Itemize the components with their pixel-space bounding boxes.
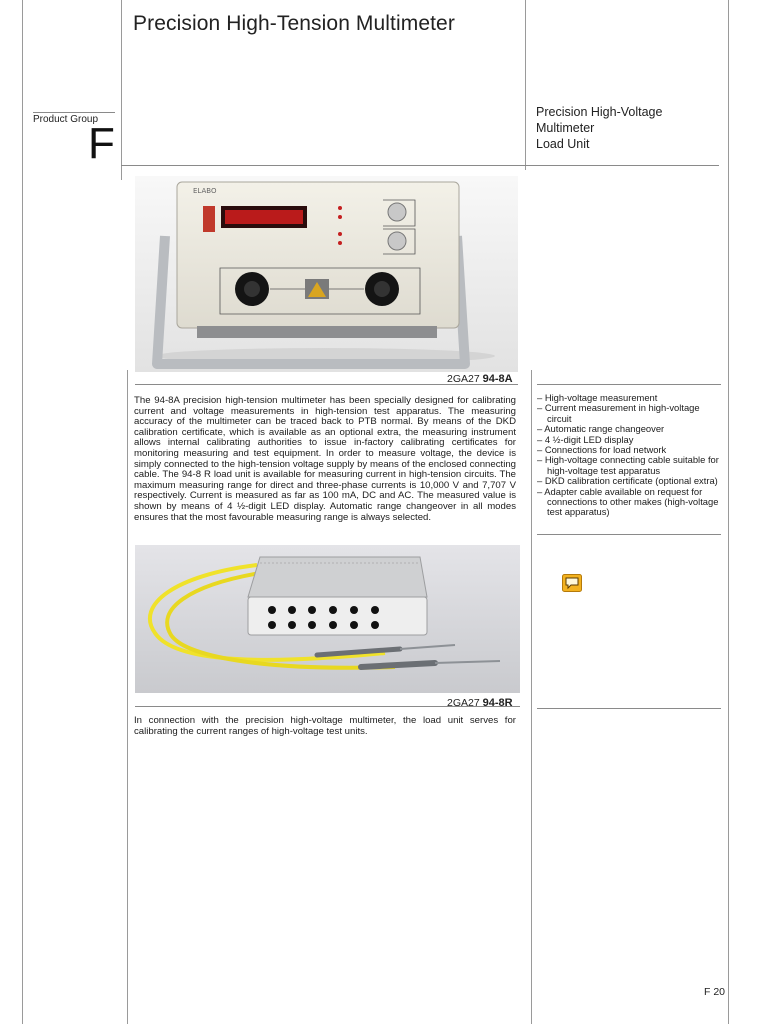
feature-item: – DKD calibration certificate (optional extra) (537, 475, 718, 487)
feature-item: – Current measurement in high-voltage circuit (537, 402, 700, 424)
column-rule-main-right-lower (531, 370, 532, 1024)
page-title: Precision High-Tension Multimeter (133, 12, 455, 35)
product-group-label: Product Group (33, 114, 99, 125)
column-rule-main-left-lower (127, 370, 128, 1024)
product1-code (447, 373, 513, 385)
feature-item: – Adapter cable available on request for connections to other makes (high-voltage test apparatus) (537, 485, 719, 518)
multimeter-photo (135, 176, 518, 372)
product1-code-model: 94-8A (482, 373, 513, 385)
product2-code-model: 94-8R (482, 697, 513, 709)
features-list (537, 393, 725, 518)
note-rule (537, 708, 721, 709)
feature-item: – 4 ½-digit LED display (537, 433, 634, 445)
sidebar-title-line: Precision High-Voltage (536, 105, 663, 119)
device-brand: ELABO (193, 187, 217, 195)
feature-item: – High-voltage measurement (537, 392, 658, 403)
product2-code-prefix: 2GA27 (447, 697, 480, 709)
product1-description: The 94-8A precision high-tension multimeter has been specially designed for calibrating current and voltage measurements in high-tension test apparatus. The measuring accuracy of the multimeter can be traced back to PTB normal. By means of the DKD calibration certificate, which is available as an optional extra, the measuring instrument allows internal calibrating authorities to issue in-factory calibrating certificates for monitoring measuring and test equipment. In order to measure voltage, the device is simply connected to the high-tension voltage supply by means of the enclosed connecting cable. The 94-8 R load unit is available for measuring current in high-tension circuits. The maximum measuring range for direct and three-phase currents is 10,000 V and 7,707 V respectively. Current is measured as far as 100 mA, DC and AC. The measured value is shown by means of 4 ½-digit LED display. Automatic range changeover in all modes ensures that the most favourable measuring range is always selected. (134, 395, 516, 523)
column-rule-right (728, 0, 729, 1024)
page-number: F 20 (704, 986, 726, 998)
sidebar-title-line: Multimeter (536, 121, 595, 135)
header-rule (121, 165, 719, 166)
feature-item: – Automatic range changeover (537, 423, 665, 435)
product2-description: In connection with the precision high-voltage multimeter, the load unit serves for calibrating the current ranges of high-voltage test units. (134, 715, 516, 737)
column-rule-main-left (121, 0, 122, 180)
column-rule-left (22, 0, 23, 1024)
features-rule-bottom (537, 534, 721, 535)
column-rule-main-right (525, 0, 526, 170)
product1-code-prefix: 2GA27 (447, 373, 480, 385)
speech-bubble-icon[interactable] (562, 574, 582, 592)
product-group-letter: F (88, 119, 115, 168)
sidebar-title-line: Load Unit (536, 137, 590, 151)
multimeter-illustration (135, 176, 518, 372)
product-group-rule (33, 112, 115, 113)
sidebar-title (536, 104, 662, 152)
features-rule-top (537, 384, 721, 385)
feature-item: – High-voltage connecting cable suitable for high-voltage test apparatus (537, 454, 719, 476)
feature-item: – Connections for load network (537, 444, 667, 456)
load-unit-photo (135, 545, 520, 693)
product2-code (447, 697, 513, 709)
load-unit-illustration (135, 545, 520, 693)
